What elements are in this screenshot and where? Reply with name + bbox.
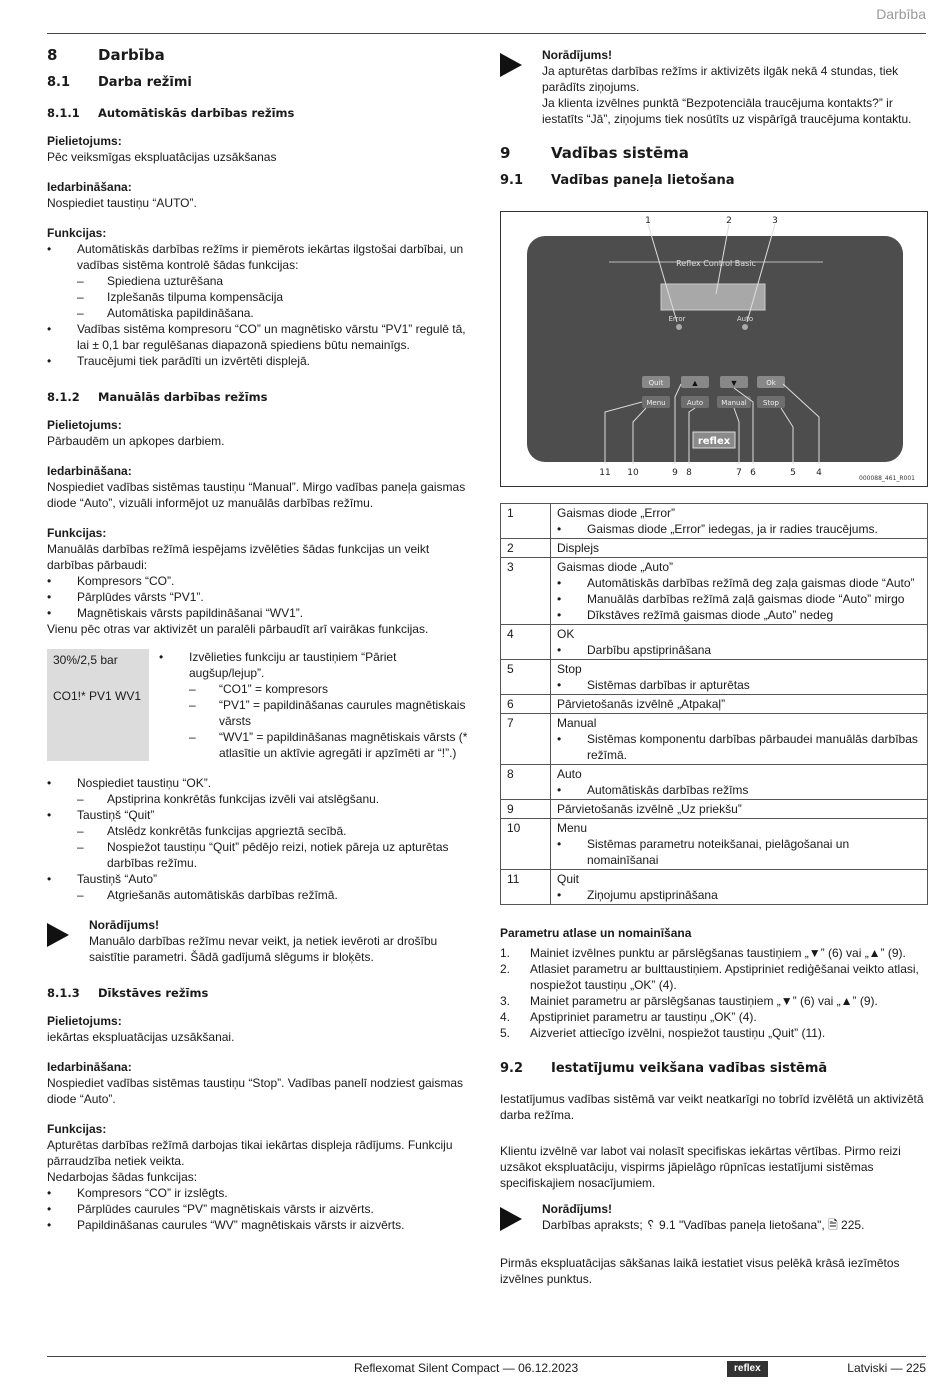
callout-1: 1	[645, 216, 651, 226]
legend-description: Menu • Sistēmas parametru noteikšanai, pielāgošanai un nomainīšanai	[551, 819, 928, 870]
footer-document: Reflexomat Silent Compact — 06.12.2023	[354, 1361, 579, 1375]
list-item: • Traucējumi tiek parādīti un izvērtēti displejā.	[47, 353, 473, 369]
list-item: • Taustiņš “Quit” – Atslēdz konkrētās funkcijas apgrieztā secībā. – Nospiežot taustiņu “Quit” pēdējo reizi, notiek pāreja uz apturētas darbības režīmu.	[47, 807, 473, 871]
legend-number: 4	[501, 625, 551, 660]
auto-functions: Funkcijas: • Automātiskās darbības režīms ir piemērots iekārtas ilgstošai darbībai, un vadības sistēma kontrolē šādas funkcijas: – Spiediena uzturēšana – Izplešanās tilpuma kompensācija – Automātiska papildināšana. • Vadības sistēma kompresoru “CO” un magnētisko vārstu “PV1” regulē tā, lai ± 0,1 bar regulēšanas diapazonā spiediens būtu nemainīgs. • Traucējumi tiek parādīti un izvērtēti displejā.	[47, 225, 473, 369]
list-item: 4. Apstipriniet parametru ar taustiņu „OK” (4).	[500, 1010, 757, 1024]
list-item: – Atslēdz konkrētās funkcijas apgrieztā secībā.	[77, 823, 473, 839]
panel-brand: Reflex Control Basic	[676, 259, 756, 268]
heading-9-1: 9.1 Vadības paneļa lietošana	[500, 173, 735, 188]
callout-11: 11	[599, 468, 611, 478]
auto-led-label: Auto	[736, 315, 754, 323]
svg-text:Quit: Quit	[648, 379, 664, 387]
legend-number: 1	[501, 504, 551, 539]
legend-number: 2	[501, 539, 551, 558]
legend-description: Stop • Sistēmas darbības ir apturētas	[551, 660, 928, 695]
legend-description: Pārvietošanās izvēlnē „Atpakaļ”	[551, 695, 928, 714]
legend-number: 9	[501, 800, 551, 819]
note-arrow-icon	[47, 917, 89, 965]
panel-display	[661, 284, 765, 310]
list-item: – “PV1” = papildināšanas caurules magnētiskais vārsts	[189, 697, 473, 729]
table-row	[501, 695, 928, 714]
legend-number: 7	[501, 714, 551, 765]
legend-number: 11	[501, 870, 551, 905]
list-item: – Spiediena uzturēšana	[77, 273, 473, 289]
left-column	[47, 47, 473, 1233]
list-item: • Darbību apstiprināšana	[557, 642, 921, 658]
list-item: – “WV1” = papildināšanas magnētiskais vārsts (* atlasītie un aktīvie agregāti ir apzīmēti ar “!”.)	[189, 729, 473, 761]
table-row	[501, 558, 928, 625]
table-row	[501, 765, 928, 800]
callout-7: 7	[736, 468, 742, 478]
table-row	[501, 870, 928, 905]
heading-9-2: 9.2 Iestatījumu veikšana vadības sistēmā	[500, 1061, 828, 1076]
heading-8-1-1: 8.1.1 Automātiskās darbības režīms	[47, 106, 295, 120]
error-led-label: Error	[668, 315, 686, 323]
list-item: • Ziņojumu apstiprināšana	[557, 887, 921, 903]
arrow-up-icon: ▲	[690, 378, 700, 388]
list-item: • Dīkstāves režīmā gaismas diode „Auto” nedeg	[557, 607, 921, 623]
stop-functions: Funkcijas: Apturētas darbības režīmā darbojas tikai iekārtas displeja rādījums. Funkciju pārraudzība netiek veikta. Nedarbojas šādas funkcijas: • Kompresors “CO” ir izslēgts. • Pārplūdes caurules “PV” magnētiskais vārsts ir aizvērts. • Papildināšanas caurules “WV” magnētiskais vārsts ir aizvērts.	[47, 1121, 473, 1233]
legend-description: Displejs	[551, 539, 928, 558]
list-item: • Magnētiskais vārsts papildināšanai “WV1”.	[47, 605, 473, 621]
right-column	[500, 47, 926, 1287]
stop-requirement: Pielietojums: iekārtas ekspluatācijas uzsākšanai.	[47, 1014, 235, 1044]
table-row	[501, 819, 928, 870]
list-item: • Izvēlieties funkciju ar taustiņiem “Pāriet augšup/lejup”. – “CO1” = kompresors – “PV1” = papildināšanas caurules magnētiskais vārsts – “WV1” = papildināšanas magnētiskais vārsts (* atlasītie un aktīvie agregāti ir apzīmēti ar “!”.)	[159, 649, 473, 761]
svg-text:reflex: reflex	[697, 436, 731, 447]
legend-number: 3	[501, 558, 551, 625]
callout-6: 6	[750, 468, 756, 478]
list-item: 2. Atlasiet parametru ar bulttaustiņiem. Apstipriniet rediģēšanai veikto atlasi, nospiežot taustiņu „OK” (4).	[500, 962, 919, 992]
heading-9: 9 Vadības sistēma	[500, 144, 689, 162]
callout-9: 9	[672, 468, 678, 478]
footer-logo: reflex	[727, 1361, 768, 1377]
list-item: • Manuālās darbības režīmā zaļā gaismas diode “Auto” mirgo	[557, 591, 921, 607]
params-steps	[500, 945, 926, 1041]
legend-description: Gaismas diode „Auto” • Automātiskās darbības režīmā deg zaļa gaismas diode “Auto” • Manuālās darbības režīmā zaļā gaismas diode “Auto” mirgo • Dīkstāves režīmā gaismas diode „Auto” nedeg	[551, 558, 928, 625]
list-item: 5. Aizveriet attiecīgo izvēlni, nospiežot taustiņu „Quit” (11).	[500, 1026, 826, 1040]
list-item: • Papildināšanas caurules “WV” magnētiskais vārsts ir aizvērts.	[47, 1217, 473, 1233]
note-arrow-icon	[500, 1201, 542, 1233]
table-row	[501, 539, 928, 558]
arrow-down-icon: ▼	[729, 378, 739, 388]
list-item: • Taustiņš “Auto” – Atgriešanās automātiskās darbības režīmā.	[47, 871, 473, 903]
auto-operation: Iedarbināšana: Nospiediet taustiņu “AUTO”.	[47, 180, 197, 210]
callout-2: 2	[726, 216, 732, 226]
list-item: – “CO1” = kompresors	[189, 681, 473, 697]
table-row	[501, 800, 928, 819]
callout-8: 8	[686, 468, 692, 478]
list-item: – Apstiprina konkrētās funkcijas izvēli vai atslēgšanu.	[77, 791, 473, 807]
list-item: • Gaismas diode „Error” iedegas, ja ir radies traucējums.	[557, 521, 921, 537]
manual-requirement: Pielietojums: Pārbaudēm un apkopes darbiem.	[47, 418, 225, 448]
manual-steps	[47, 775, 473, 903]
callout-4: 4	[816, 468, 822, 478]
heading-8: 8 Darbība	[47, 46, 165, 64]
table-row	[501, 714, 928, 765]
settings-paragraph-2: Klientu izvēlnē var labot vai nolasīt specifiskas iekārtas vērtības. Pirmo reizi uzsākot ekspluatāciju, vispirms jāpielāgo rūpnīcas iestatījumi sistēmas specifiskajiem nosacījumiem.	[500, 1144, 901, 1190]
svg-text:Ok: Ok	[766, 379, 776, 387]
callout-10: 10	[627, 468, 639, 478]
legend-number: 5	[501, 660, 551, 695]
cross-reference-link[interactable]: Darbības apraksts; ␦ 9.1 "Vadības paneļa lietošana", 🗎 225.	[542, 1218, 865, 1232]
display-screen: 30%/2,5 bar CO1!* PV1 WV1	[47, 649, 149, 761]
control-panel-diagram	[501, 212, 927, 486]
page-header-title: Darbība	[876, 6, 926, 22]
list-item: • Kompresors “CO”.	[47, 573, 473, 589]
list-item: – Izplešanās tilpuma kompensācija	[77, 289, 473, 305]
list-item: 3. Mainiet parametru ar pārslēgšanas taustiņiem „▼” (6) vai „▲” (9).	[500, 994, 878, 1008]
callout-5: 5	[790, 468, 796, 478]
list-item: 1. Mainiet izvēlnes punktu ar pārslēgšanas taustiņiem „▼” (6) vai „▲” (9).	[500, 946, 906, 960]
legend-number: 6	[501, 695, 551, 714]
legend-description: OK • Darbību apstiprināšana	[551, 625, 928, 660]
figure-code: 000088_461_R001	[859, 475, 915, 482]
panel-body	[527, 236, 903, 462]
list-item: • Automātiskās darbības režīms ir piemērots iekārtas ilgstošai darbībai, un vadības sistēma kontrolē šādas funkcijas: – Spiediena uzturēšana – Izplešanās tilpuma kompensācija – Automātiska papildināšana.	[47, 241, 473, 321]
callout-3: 3	[772, 216, 778, 226]
heading-8-1-2: 8.1.2 Manuālās darbības režīms	[47, 390, 268, 404]
svg-text:Auto: Auto	[686, 399, 704, 407]
settings-note: Norādījums! Darbības apraksts; ␦ 9.1 "Vadības paneļa lietošana", 🗎 225.	[500, 1201, 926, 1233]
table-row	[501, 504, 928, 539]
auto-led-icon	[742, 324, 748, 330]
manual-functions: Funkcijas: Manuālās darbības režīmā iespējams izvēlēties šādas funkcijas un veikt darbības pārbaudi: • Kompresors “CO”. • Pārplūdes vārsts “PV1”. • Magnētiskais vārsts papildināšanai “WV1”. Vienu pēc otras var aktivizēt un paralēli pārbaudīt arī vairākas funkcijas.	[47, 525, 473, 637]
list-item: – Atgriešanās automātiskās darbības režīmā.	[77, 887, 473, 903]
legend-description: Pārvietošanās izvēlnē „Uz priekšu”	[551, 800, 928, 819]
list-item: • Nospiediet taustiņu “OK”. – Apstiprina konkrētās funkcijas izvēli vai atslēgšanu.	[47, 775, 473, 807]
display-example	[47, 649, 473, 761]
list-item: • Sistēmas darbības ir apturētas	[557, 677, 921, 693]
params-title: Parametru atlase un nomainīšana	[500, 926, 692, 940]
legend-description: Manual • Sistēmas komponentu darbības pārbaudei manuālās darbības režīmā.	[551, 714, 928, 765]
footer-rule	[47, 1356, 926, 1357]
svg-text:Menu: Menu	[646, 399, 666, 407]
legend-number: 10	[501, 819, 551, 870]
legend-description: Auto • Automātiskās darbības režīms	[551, 765, 928, 800]
standstill-note: Norādījums! Ja apturētas darbības režīms ir aktivizēts ilgāk nekā 4 stundas, tiek parādīts ziņojums. Ja klienta izvēlnes punktā “Bezpotenciāla traucējuma kontakts?” ir iestatīts “Jā”, ziņojums tiek nosūtīts uz vispārīgā traucējuma kontaktu.	[500, 47, 926, 127]
list-item: • Pārplūdes vārsts “PV1”.	[47, 589, 473, 605]
settings-paragraph-3: Pirmās ekspluatācijas sākšanas laikā iestatiet visus pelēkā krāsā iezīmētos izvēlnes punktus.	[500, 1256, 900, 1286]
svg-text:Stop: Stop	[763, 399, 779, 407]
legend-description: Gaismas diode „Error” • Gaismas diode „Error” iedegas, ja ir radies traucējums.	[551, 504, 928, 539]
list-item: • Automātiskās darbības režīmā deg zaļa gaismas diode “Auto”	[557, 575, 921, 591]
legend-number: 8	[501, 765, 551, 800]
footer-page-number: Latviski — 225	[847, 1361, 926, 1375]
list-item: – Nospiežot taustiņu “Quit” pēdējo reizi, notiek pāreja uz apturētas darbības režīmu.	[77, 839, 473, 871]
manual-note: Norādījums! Manuālo darbības režīmu nevar veikt, ja netiek ievēroti ar drošību saistītie parametri. Šādā gadījumā slēgums ir bloķēts.	[47, 917, 473, 965]
list-item: • Pārplūdes caurules “PV” magnētiskais vārsts ir aizvērts.	[47, 1201, 473, 1217]
table-row	[501, 625, 928, 660]
legend-table	[500, 503, 928, 905]
settings-paragraph-1: Iestatījumus vadības sistēmā var veikt neatkarīgi no tobrīd izvēlētā un aktivizētā darba režīma.	[500, 1092, 924, 1122]
error-led-icon	[676, 324, 682, 330]
legend-description: Quit • Ziņojumu apstiprināšana	[551, 870, 928, 905]
heading-8-1-3: 8.1.3 Dīkstāves režīms	[47, 986, 209, 1000]
control-panel-figure	[500, 211, 928, 487]
header-rule	[47, 33, 926, 34]
stop-operation: Iedarbināšana: Nospiediet vadības sistēmas taustiņu “Stop”. Vadības panelī nodziest gaismas diode “Auto”.	[47, 1060, 464, 1106]
list-item: • Kompresors “CO” ir izslēgts.	[47, 1185, 473, 1201]
list-item: • Sistēmas komponentu darbības pārbaudei manuālās darbības režīmā.	[557, 731, 921, 763]
auto-requirement: Pielietojums: Pēc veiksmīgas ekspluatācijas uzsākšanas	[47, 134, 277, 164]
manual-operation: Iedarbināšana: Nospiediet vadības sistēmas taustiņu “Manual”. Mirgo vadības paneļa gaismas diode “Auto”, vizuāli informējot uz manuālās darbības režīmu.	[47, 464, 466, 510]
list-item: – Automātiska papildināšana.	[77, 305, 473, 321]
table-row	[501, 660, 928, 695]
list-item: • Vadības sistēma kompresoru “CO” un magnētisko vārstu “PV1” regulē tā, lai ± 0,1 bar regulēšanas diapazonā spiediens būtu nemainīgs.	[47, 321, 473, 353]
note-arrow-icon	[500, 47, 542, 127]
svg-text:Manual: Manual	[721, 399, 747, 407]
list-item: • Automātiskās darbības režīms	[557, 782, 921, 798]
list-item: • Sistēmas parametru noteikšanai, pielāgošanai un nomainīšanai	[557, 836, 921, 868]
heading-8-1: 8.1 Darba režīmi	[47, 75, 192, 90]
